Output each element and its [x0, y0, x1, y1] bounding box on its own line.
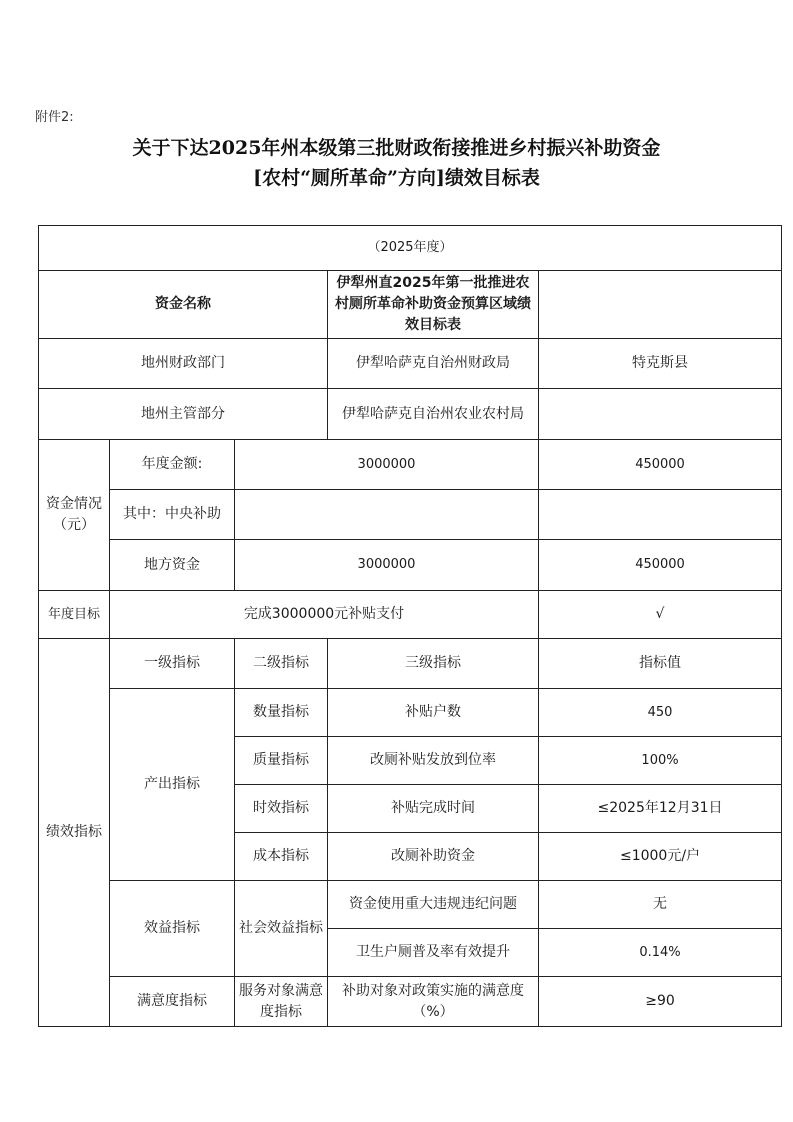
- header-level2: 二级指标: [235, 639, 328, 689]
- fund-name-empty: [539, 271, 782, 339]
- central-subsidy-label: 其中：中央补助: [110, 490, 235, 540]
- finance-dept-label: 地州财政部门: [39, 339, 328, 389]
- output-value: 450: [539, 689, 782, 737]
- output-value: ≤2025年12月31日: [539, 785, 782, 833]
- admin-dept-value: 伊犁哈萨克自治州农业农村局: [328, 389, 539, 440]
- output-level2: 时效指标: [235, 785, 328, 833]
- funds-label: 资金情况（元）: [39, 440, 110, 591]
- benefit-level2: 社会效益指标: [235, 881, 328, 977]
- local-funds-county: 450000: [539, 540, 782, 591]
- central-subsidy-county: [539, 490, 782, 540]
- benefit-level3: 卫生户厕普及率有效提升: [328, 929, 539, 977]
- satisfaction-value: ≥90: [539, 977, 782, 1027]
- annual-amount-total: 3000000: [235, 440, 539, 490]
- output-indicator-label: 产出指标: [110, 689, 235, 881]
- year-cell: （2025年度）: [39, 226, 782, 271]
- benefit-indicator-label: 效益指标: [110, 881, 235, 977]
- header-value: 指标值: [539, 639, 782, 689]
- annual-target-label: 年度目标: [39, 591, 110, 639]
- annual-target-value: 完成3000000元补贴支付: [110, 591, 539, 639]
- attachment-label: 附件2:: [35, 110, 74, 125]
- fund-name-label: 资金名称: [39, 271, 328, 339]
- county-name: 特克斯县: [539, 339, 782, 389]
- benefit-value: 0.14%: [539, 929, 782, 977]
- finance-dept-value: 伊犁哈萨克自治州财政局: [328, 339, 539, 389]
- header-level1: 一级指标: [110, 639, 235, 689]
- satisfaction-level2: 服务对象满意度指标: [235, 977, 328, 1027]
- performance-label: 绩效指标: [39, 639, 110, 1027]
- output-level2: 质量指标: [235, 737, 328, 785]
- output-level3: 补贴户数: [328, 689, 539, 737]
- local-funds-label: 地方资金: [110, 540, 235, 591]
- output-level2: 数量指标: [235, 689, 328, 737]
- annual-amount-county: 450000: [539, 440, 782, 490]
- header-level3: 三级指标: [328, 639, 539, 689]
- admin-dept-empty: [539, 389, 782, 440]
- output-level2: 成本指标: [235, 833, 328, 881]
- fund-name-value: 伊犁州直2025年第一批推进农村厕所革命补助资金预算区域绩效目标表: [328, 271, 539, 339]
- output-value: 100%: [539, 737, 782, 785]
- central-subsidy-total: [235, 490, 539, 540]
- annual-target-check: √: [539, 591, 782, 639]
- document-title-line1: 关于下达2025年州本级第三批财政衔接推进乡村振兴补助资金: [132, 137, 661, 159]
- satisfaction-level3: 补助对象对政策实施的满意度（%）: [328, 977, 539, 1027]
- output-level3: 补贴完成时间: [328, 785, 539, 833]
- annual-amount-label: 年度金额:: [110, 440, 235, 490]
- satisfaction-indicator-label: 满意度指标: [110, 977, 235, 1027]
- output-level3: 改厕补贴发放到位率: [328, 737, 539, 785]
- local-funds-total: 3000000: [235, 540, 539, 591]
- benefit-level3: 资金使用重大违规违纪问题: [328, 881, 539, 929]
- benefit-value: 无: [539, 881, 782, 929]
- output-value: ≤1000元/户: [539, 833, 782, 881]
- document-title-line2: [农村“厕所革命”方向]绩效目标表: [253, 167, 540, 189]
- performance-target-table: [38, 225, 782, 1027]
- admin-dept-label: 地州主管部分: [39, 389, 328, 440]
- output-level3: 改厕补助资金: [328, 833, 539, 881]
